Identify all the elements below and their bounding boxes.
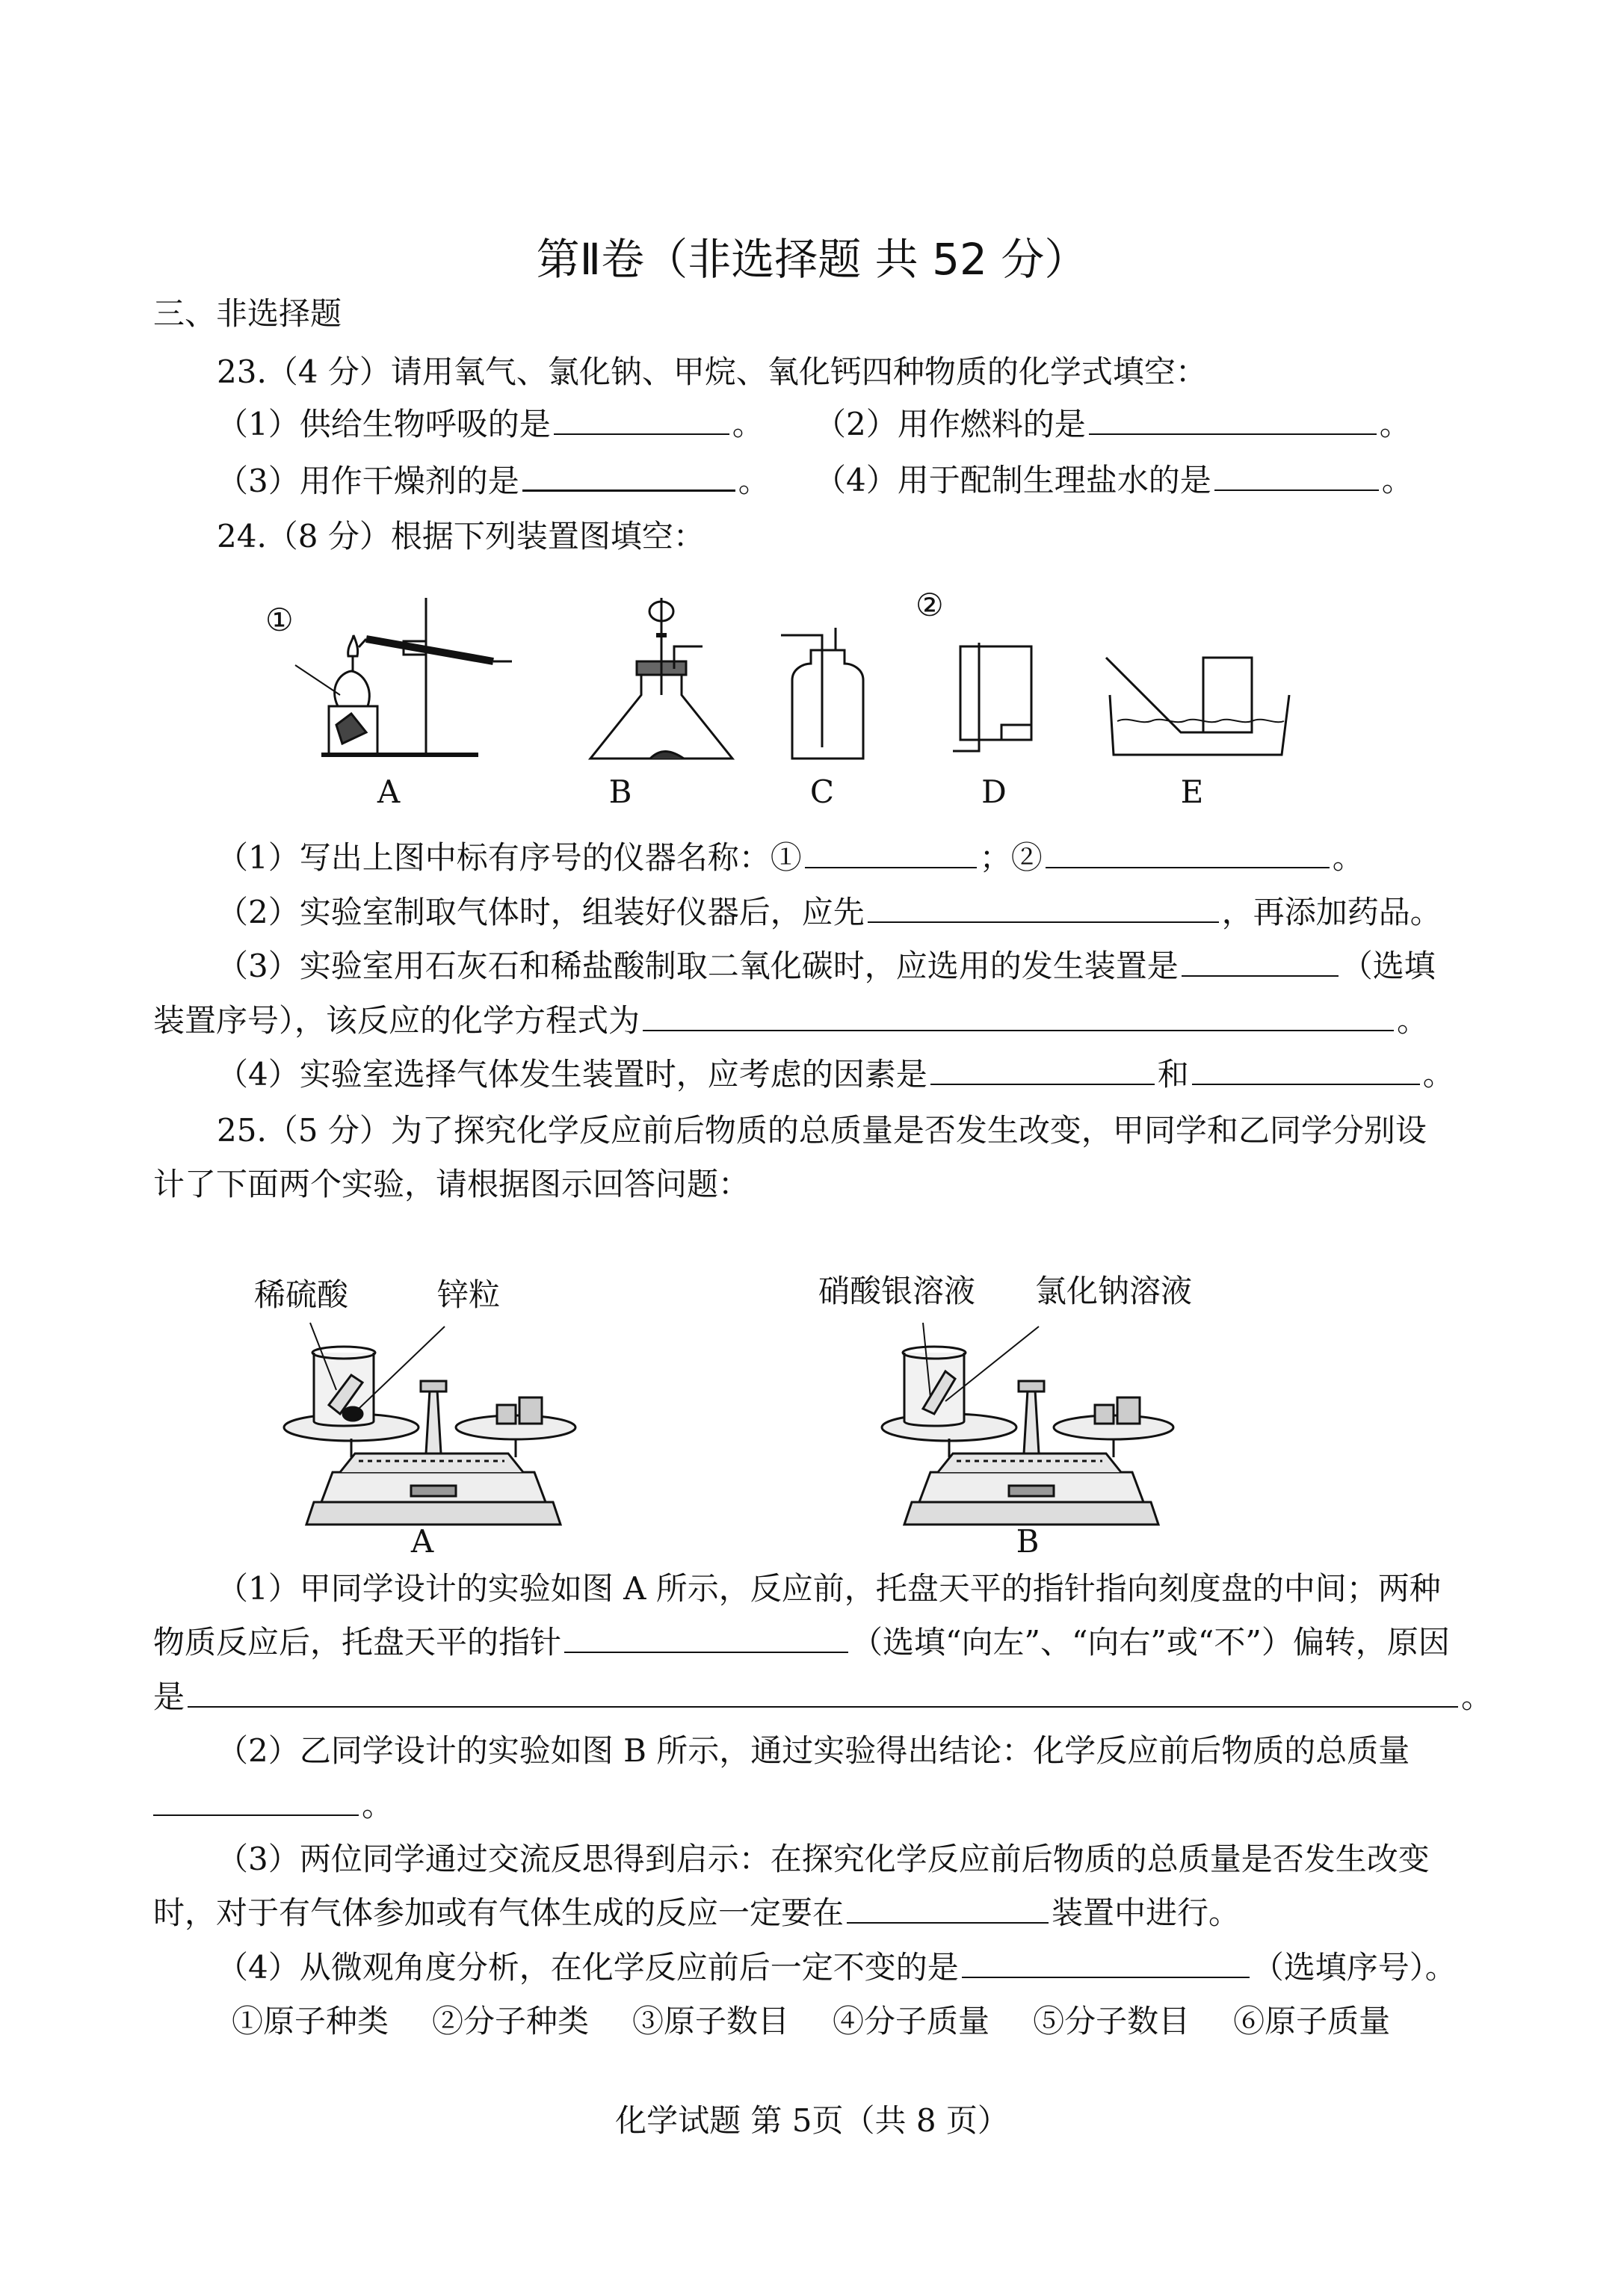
answer-blank[interactable] (643, 1000, 1394, 1031)
q24-part3-text2: （选填 (1341, 948, 1436, 984)
figure-label-b: B (1016, 1523, 1040, 1560)
apparatus-label-e: E (1180, 773, 1204, 810)
option-3: ③原子数目 (632, 2003, 790, 2039)
q25-stem-line2: 计了下面两个实验，请根据图示回答问题： (153, 1166, 750, 1202)
period: 。 (1379, 406, 1411, 442)
answer-blank[interactable] (1089, 404, 1377, 435)
q24-part1-text: （1）写出上图中标有序号的仪器名称：① (217, 839, 802, 876)
answer-blank[interactable] (153, 1785, 359, 1816)
answer-blank[interactable] (1192, 1054, 1420, 1085)
q24-part1 (217, 837, 1364, 879)
answer-blank[interactable] (805, 837, 977, 868)
period: 。 (1422, 1056, 1454, 1093)
q25-part3-text: 时，对于有气体参加或有气体生成的反应一定要在 (153, 1894, 845, 1931)
q24-part2-text2: ，再添加药品。 (1221, 894, 1442, 930)
page-footer: 化学试题 第 5页（共 8 页） (615, 2102, 1009, 2139)
q23-part1-text: （1）供给生物呼吸的是 (217, 406, 551, 442)
balance-figure-a (269, 1285, 598, 1532)
answer-blank[interactable] (554, 404, 729, 435)
option-4: ④分子质量 (833, 2003, 990, 2039)
apparatus-marker-1: ① (265, 602, 294, 638)
q23-part2-text: （2）用作燃料的是 (815, 406, 1086, 442)
answer-blank[interactable] (188, 1676, 1458, 1708)
q25-part1-text3: 是 (153, 1678, 185, 1715)
period: 。 (732, 406, 764, 442)
apparatus-d-bottle-tube (953, 643, 1031, 751)
q24-part2-text: （2）实验室制取气体时，组装好仪器后，应先 (217, 894, 865, 930)
q25-part1-line2 (153, 1622, 1450, 1664)
option-2: ②分子种类 (432, 2003, 590, 2039)
section-heading: 三、非选择题 (153, 295, 342, 332)
apparatus-e-water-trough (1106, 658, 1289, 755)
q25-part3-line2 (153, 1892, 1240, 1934)
q24-part3-cont (153, 1000, 1428, 1042)
q23-part3 (217, 460, 770, 502)
q25-part1-line3 (153, 1676, 1492, 1718)
figure-label-a: A (410, 1523, 434, 1560)
answer-blank[interactable] (1214, 460, 1379, 491)
q25-part1-text2: （选填“向左”、“向右”或“不”）偏转，原因 (851, 1624, 1450, 1661)
answer-blank[interactable] (930, 1054, 1155, 1085)
answer-blank[interactable] (522, 460, 735, 492)
apparatus-label-b: B (608, 773, 632, 810)
q25-part3-line1: （3）两位同学通过交流反思得到启示：在探究化学反应前后物质的总质量是否发生改变 (217, 1841, 1430, 1877)
q23-part2 (815, 404, 1411, 445)
option-6: ⑥原子质量 (1233, 2003, 1391, 2039)
period: 。 (1397, 1002, 1429, 1039)
label-silver-nitrate-solution: 硝酸银溶液 (818, 1273, 976, 1309)
answer-blank[interactable] (962, 1947, 1250, 1978)
answer-blank[interactable] (1046, 837, 1330, 868)
period: 。 (1332, 839, 1364, 876)
balance-figure-b (867, 1285, 1196, 1532)
q25-part1-text: 物质反应后，托盘天平的指针 (153, 1624, 562, 1661)
period: 。 (738, 463, 770, 499)
q25-options (232, 2001, 1390, 2042)
label-sodium-chloride-solution: 氯化钠溶液 (1035, 1273, 1193, 1309)
period: 。 (1461, 1678, 1493, 1715)
period: 。 (362, 1787, 394, 1823)
q24-part4-text2: 和 (1157, 1056, 1189, 1093)
q24-part3-text3: 装置序号），该反应的化学方程式为 (153, 1002, 640, 1039)
q24-part4-text: （4）实验室选择气体发生装置时，应考虑的因素是 (217, 1056, 927, 1093)
apparatus-c-collecting-bottle (781, 628, 863, 759)
q24-part3 (217, 945, 1436, 987)
q23-part1 (217, 404, 764, 445)
answer-blank[interactable] (1182, 945, 1339, 977)
answer-blank[interactable] (868, 892, 1219, 923)
answer-blank[interactable] (847, 1892, 1049, 1924)
apparatus-label-c: C (809, 773, 835, 810)
q25-stem-line1: 25.（5 分）为了探究化学反应前后物质的总质量是否发生改变，甲同学和乙同学分别设 (217, 1112, 1427, 1149)
paper-section-title: 第Ⅱ卷（非选择题 共 52 分） (536, 234, 1088, 285)
period: 。 (1381, 462, 1413, 498)
q24-part4 (217, 1054, 1454, 1096)
q25-part4 (217, 1947, 1457, 1989)
q25-part2-line1: （2）乙同学设计的实验如图 B 所示，通过实验得出结论：化学反应前后物质的总质量 (217, 1732, 1410, 1769)
option-5: ⑤分子数目 (1033, 2003, 1191, 2039)
q24-part3-text: （3）实验室用石灰石和稀盐酸制取二氧化碳时，应选用的发生装置是 (217, 948, 1179, 984)
q23-part4-text: （4）用于配制生理盐水的是 (815, 462, 1211, 498)
apparatus-a-heating-setup (295, 598, 512, 755)
q25-part3-text2: 装置中进行。 (1052, 1894, 1241, 1931)
label-dilute-sulfuric-acid: 稀硫酸 (254, 1276, 349, 1313)
q25-part4-text: （4）从微观角度分析，在化学反应前后一定不变的是 (217, 1949, 959, 1986)
q23-part4 (815, 460, 1413, 501)
label-zinc-granules: 锌粒 (437, 1276, 501, 1313)
q23-stem: 23.（4 分）请用氧气、氯化钠、甲烷、氧化钙四种物质的化学式填空： (217, 353, 1207, 390)
option-1: ①原子种类 (232, 2003, 389, 2039)
apparatus-label-d: D (981, 773, 1007, 810)
apparatus-b-flask-funnel (590, 598, 732, 759)
q24-part2 (217, 892, 1442, 933)
apparatus-marker-2: ② (916, 587, 944, 623)
q25-part2-line2 (153, 1785, 393, 1826)
apparatus-figure (254, 575, 1315, 777)
apparatus-label-a: A (377, 773, 401, 810)
q24-part1-text2: ；② (979, 839, 1043, 876)
q25-part4-text2: （选填序号）。 (1252, 1949, 1457, 1986)
q25-part1-line1: （1）甲同学设计的实验如图 A 所示，反应前，托盘天平的指针指向刻度盘的中间；两种 (217, 1570, 1441, 1607)
q23-part3-text: （3）用作干燥剂的是 (217, 463, 519, 499)
q24-stem: 24.（8 分）根据下列装置图填空： (217, 518, 705, 555)
answer-blank[interactable] (564, 1622, 848, 1653)
